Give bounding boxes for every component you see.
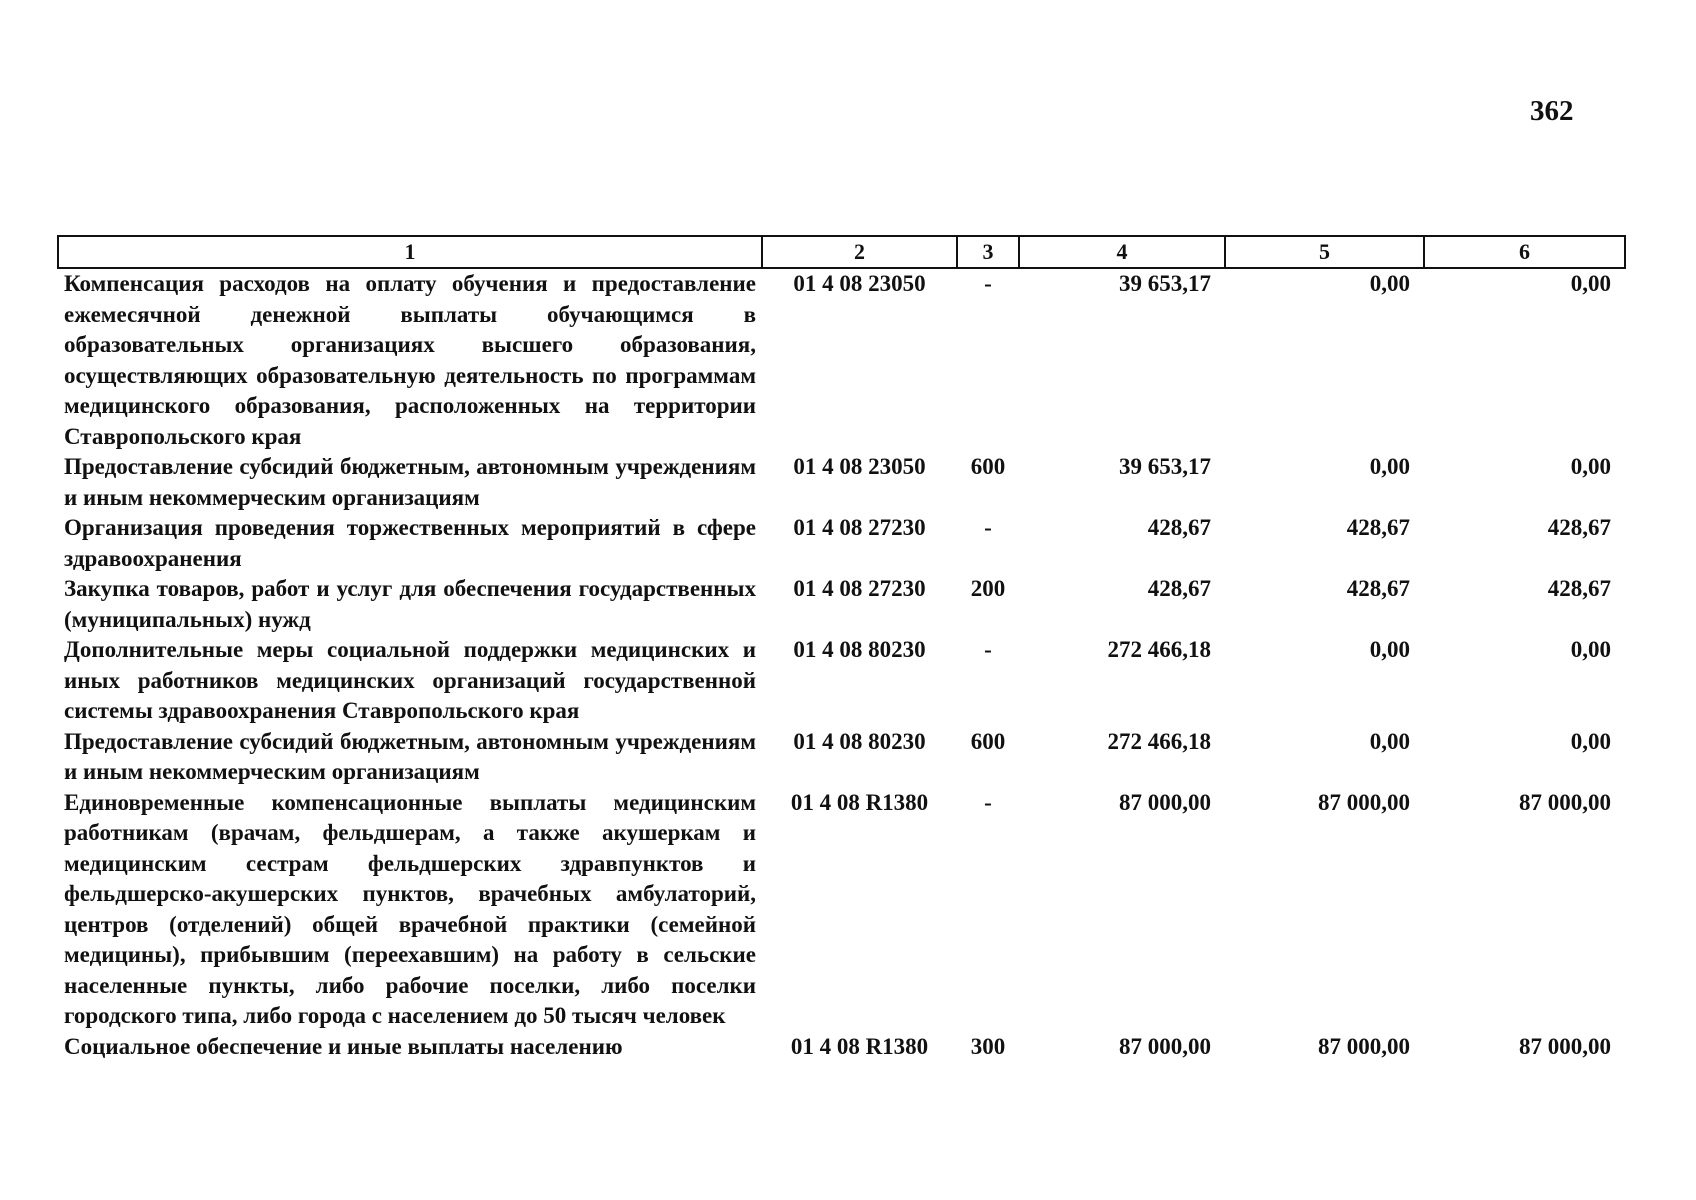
row-name: Социальное обеспечение и иные выплаты населению bbox=[64, 1033, 623, 1059]
row-value-col4: 272 466,18 bbox=[1107, 637, 1211, 662]
table-row bbox=[58, 574, 1625, 635]
row-value-col4: 87 000,00 bbox=[1119, 1033, 1211, 1059]
row-name: Организация проведения торжественных мероприятий в сфере здравоохранения bbox=[64, 515, 756, 571]
row-expense-type: 200 bbox=[970, 576, 1006, 601]
row-value-col6: 87 000,00 bbox=[1519, 1033, 1611, 1059]
row-value-col4: 39 653,17 bbox=[1119, 271, 1211, 296]
row-value-col4: 428,67 bbox=[1147, 515, 1211, 540]
row-target-code: 01 4 08 23050 bbox=[793, 454, 926, 479]
row-name: Компенсация расходов на оплату обучения и предоставление ежемесячной денежной выплаты обучающимся в образовательных организациях высшего образования, осуществляющих образовательную деятельность по программам медицинского образования, расположенных на территории Ставропольского края bbox=[64, 271, 756, 449]
row-target-code: 01 4 08 80230 bbox=[793, 637, 926, 662]
table-row bbox=[58, 788, 1625, 1032]
row-value-col6: 0,00 bbox=[1570, 637, 1611, 662]
row-expense-type: 600 bbox=[970, 728, 1006, 754]
row-value-col4: 39 653,17 bbox=[1119, 454, 1211, 479]
row-target-code: 01 4 08 R1380 bbox=[790, 789, 929, 815]
row-value-col5: 0,00 bbox=[1369, 271, 1410, 296]
table-row bbox=[58, 1032, 1625, 1063]
row-expense-type: - bbox=[984, 637, 992, 662]
row-target-code: 01 4 08 27230 bbox=[793, 515, 926, 540]
header-row bbox=[58, 236, 1625, 268]
row-value-col5: 428,67 bbox=[1346, 576, 1410, 601]
table-header bbox=[58, 236, 1625, 268]
row-value-col5: 87 000,00 bbox=[1318, 1033, 1410, 1059]
row-value-col6: 0,00 bbox=[1570, 728, 1611, 754]
row-name: Единовременные компенсационные выплаты медицинским работникам (врачам, фельдшерам, а также акушеркам и медицинским сестрам фельдшерских здравпунктов и фельдшерско-акушерских пунктов, врачебных амбулаторий, центров (отделений) общей врачебной практики (семейной медицины), прибывшим (переехавшим) на работу в сельские населенные пункты, либо рабочие поселки, либо поселки городского типа, либо города с населением до 50 тысяч человек bbox=[64, 789, 756, 1028]
column-header-6: 6 bbox=[1424, 236, 1625, 268]
row-expense-type: 300 bbox=[970, 1033, 1006, 1059]
row-value-col5: 428,67 bbox=[1346, 515, 1410, 540]
row-name: Закупка товаров, работ и услуг для обеспечения государственных (муниципальных) нужд bbox=[64, 576, 756, 632]
column-header-4: 4 bbox=[1019, 236, 1225, 268]
row-value-col4: 272 466,18 bbox=[1107, 728, 1211, 754]
row-value-col5: 0,00 bbox=[1369, 728, 1410, 754]
column-header-1: 1 bbox=[58, 236, 762, 268]
table-row bbox=[58, 635, 1625, 727]
column-header-2: 2 bbox=[762, 236, 957, 268]
row-value-col4: 428,67 bbox=[1147, 576, 1211, 601]
row-value-col6: 428,67 bbox=[1547, 576, 1611, 601]
row-target-code: 01 4 08 23050 bbox=[793, 271, 926, 296]
row-expense-type: - bbox=[984, 271, 992, 296]
budget-table bbox=[57, 235, 1626, 1062]
row-value-col6: 87 000,00 bbox=[1519, 789, 1611, 815]
row-target-code: 01 4 08 R1380 bbox=[790, 1033, 929, 1059]
column-header-3: 3 bbox=[957, 236, 1019, 268]
column-header-5: 5 bbox=[1225, 236, 1424, 268]
row-expense-type: 600 bbox=[970, 454, 1006, 479]
row-value-col4: 87 000,00 bbox=[1119, 789, 1211, 815]
row-value-col6: 0,00 bbox=[1570, 454, 1611, 479]
table-body bbox=[58, 268, 1625, 1062]
table-row bbox=[58, 452, 1625, 513]
table-row bbox=[58, 513, 1625, 574]
row-name: Предоставление субсидий бюджетным, автономным учреждениям и иным некоммерческим организациям bbox=[64, 454, 756, 510]
table-row bbox=[58, 268, 1625, 452]
row-value-col6: 0,00 bbox=[1570, 271, 1611, 296]
row-value-col5: 87 000,00 bbox=[1318, 789, 1410, 815]
page-number: 362 bbox=[1530, 95, 1574, 127]
row-name: Дополнительные меры социальной поддержки медицинских и иных работников медицинских организаций государственной системы здравоохранения Ставропольского края bbox=[64, 637, 756, 723]
row-target-code: 01 4 08 27230 bbox=[793, 576, 926, 601]
row-target-code: 01 4 08 80230 bbox=[793, 728, 926, 754]
row-name: Предоставление субсидий бюджетным, автономным учреждениям и иным некоммерческим организациям bbox=[64, 728, 756, 784]
table-row bbox=[58, 727, 1625, 788]
row-value-col5: 0,00 bbox=[1369, 454, 1410, 479]
row-value-col6: 428,67 bbox=[1547, 515, 1611, 540]
row-expense-type: - bbox=[984, 515, 992, 540]
row-expense-type: - bbox=[984, 789, 992, 815]
row-value-col5: 0,00 bbox=[1369, 637, 1410, 662]
